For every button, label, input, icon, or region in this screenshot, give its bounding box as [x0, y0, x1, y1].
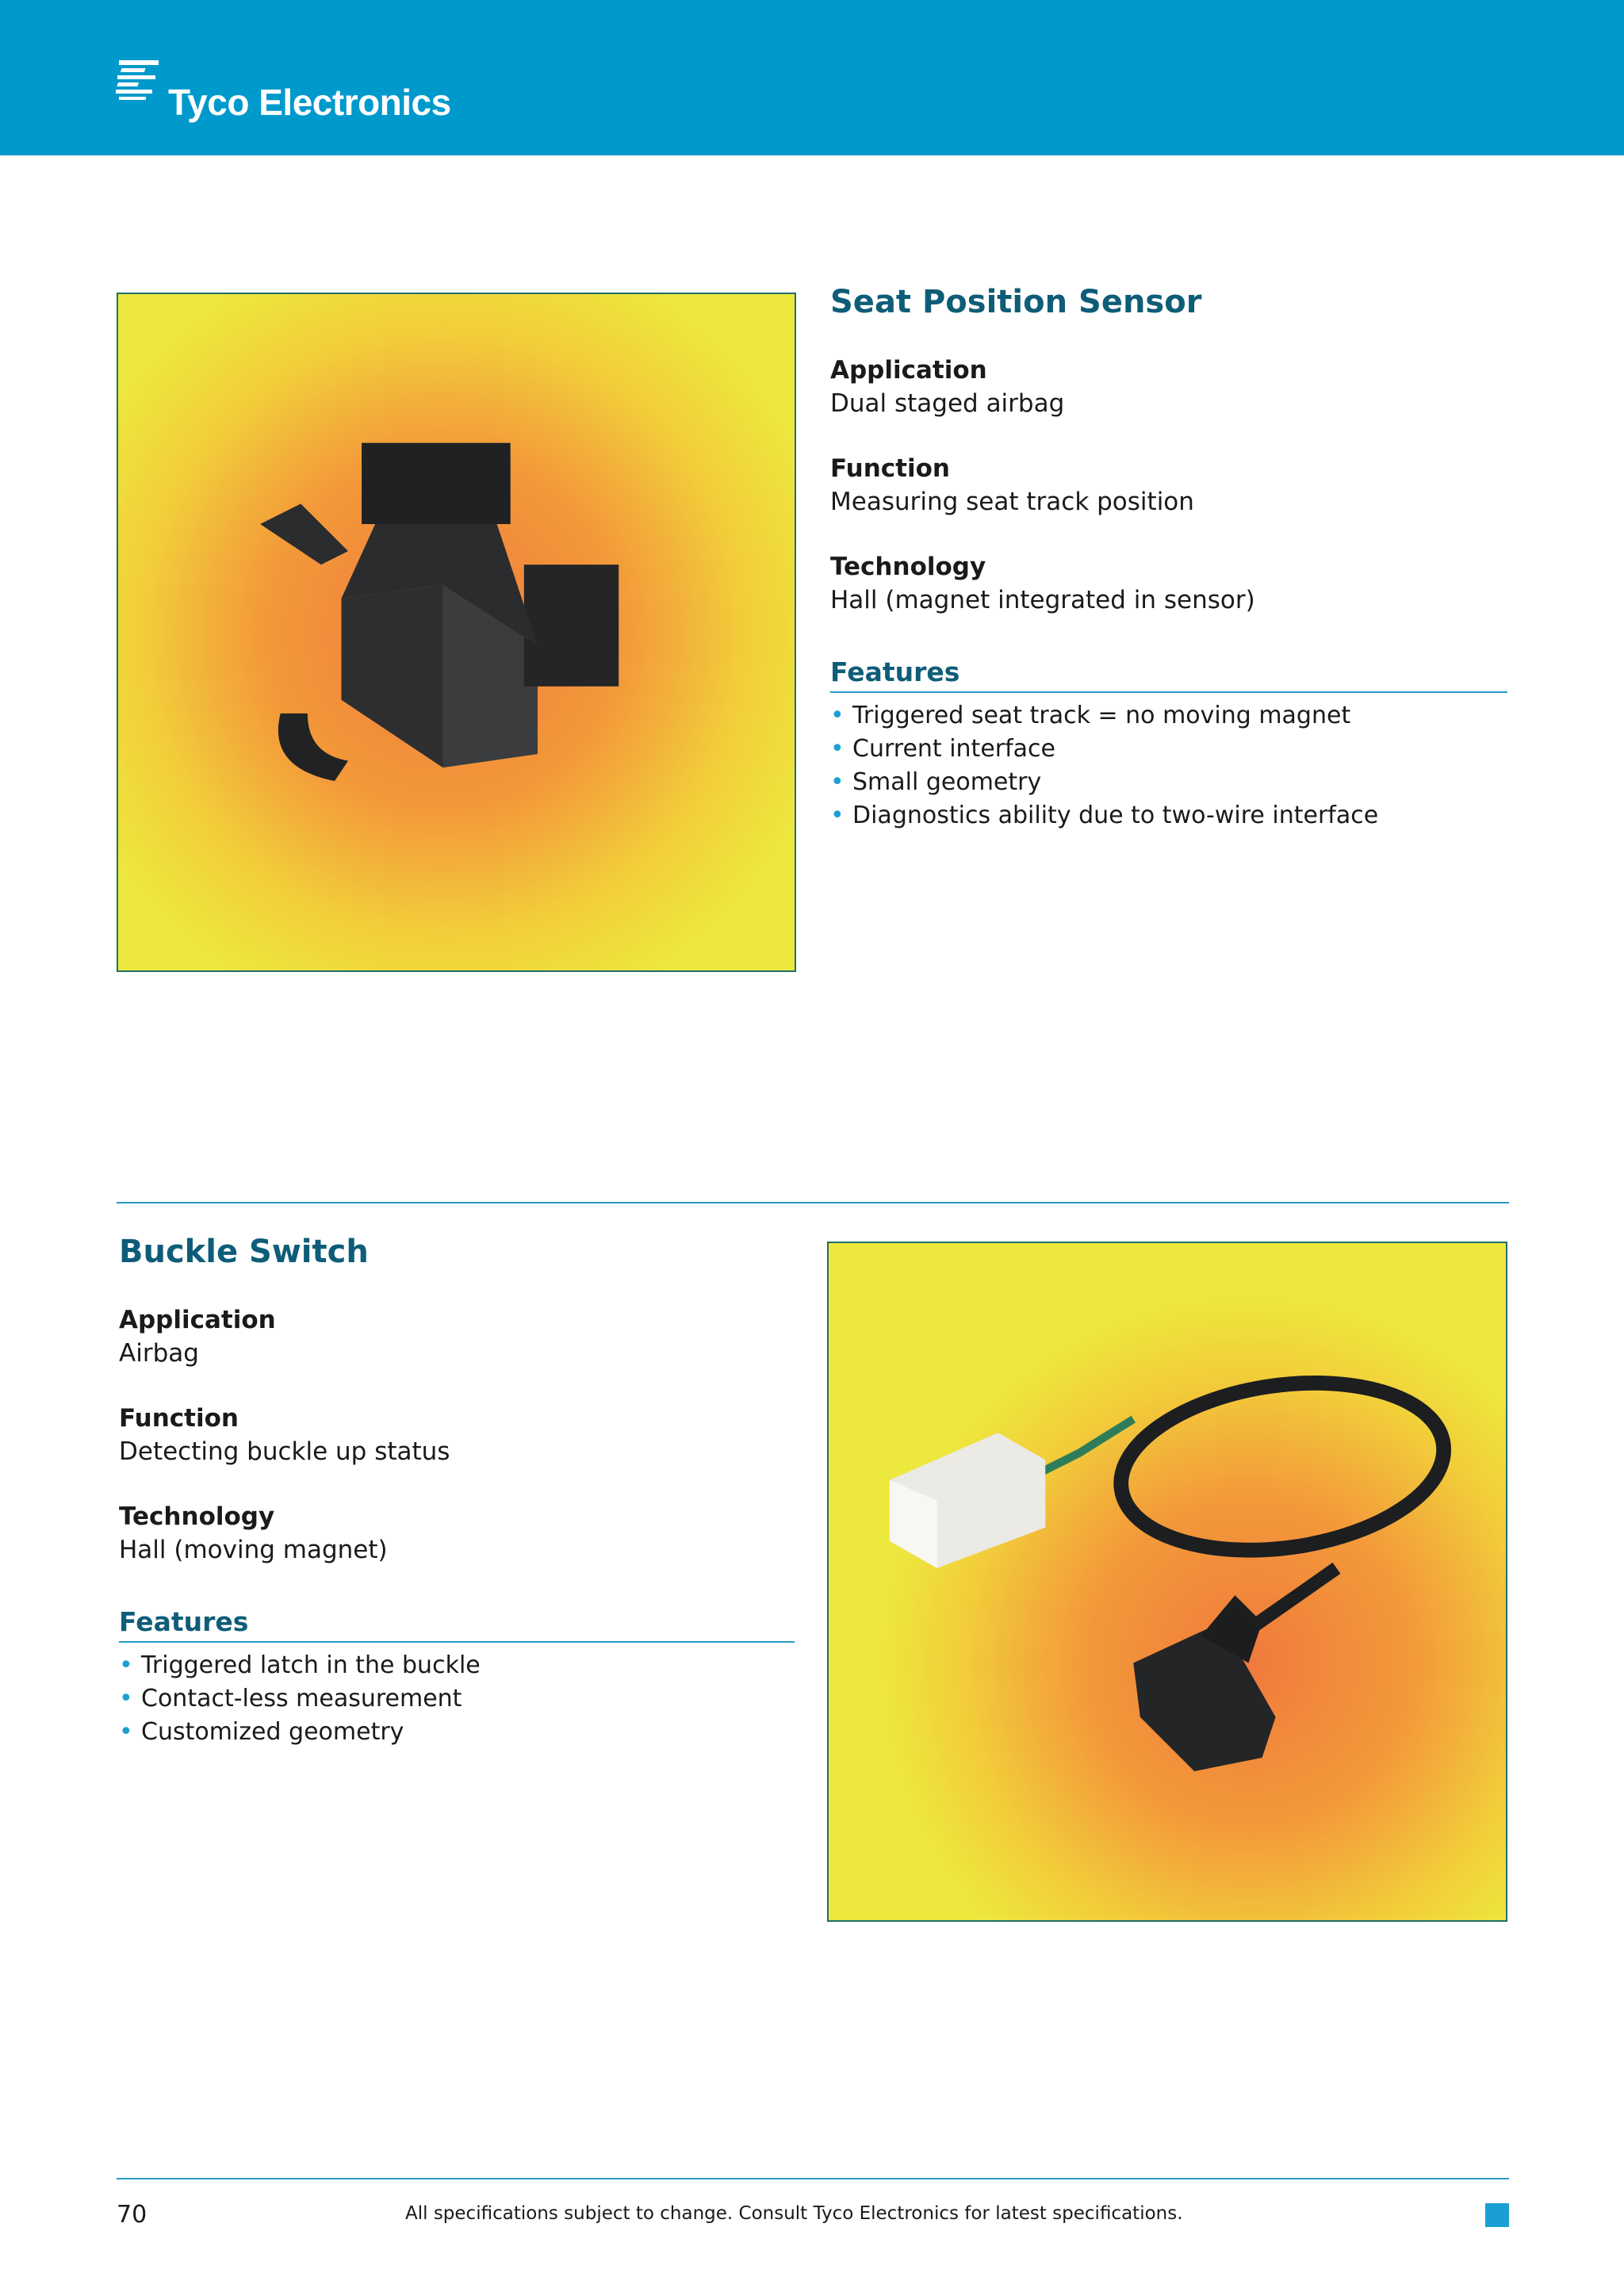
features-list: [119, 1649, 795, 1749]
bullet-icon: •: [119, 1718, 133, 1746]
tyco-logo-icon: [116, 59, 163, 106]
application-value: Airbag: [119, 1339, 199, 1368]
function-value: Detecting buckle up status: [119, 1437, 450, 1466]
list-item: [119, 1649, 795, 1682]
feature-text: Current interface: [852, 735, 1056, 763]
brand-name: Tyco Electronics: [168, 82, 451, 123]
bullet-icon: •: [119, 1685, 133, 1712]
feature-text: Contact-less measurement: [141, 1685, 462, 1712]
technology-label: Technology: [119, 1502, 275, 1531]
function-label: Function: [119, 1404, 239, 1433]
feature-text: Customized geometry: [141, 1718, 404, 1746]
features-heading: Features: [119, 1605, 795, 1643]
technology-label: Technology: [830, 553, 986, 581]
page-number: 70: [117, 2201, 147, 2229]
feature-text: Diagnostics ability due to two-wire interface: [852, 802, 1379, 829]
technology-value: Hall (moving magnet): [119, 1536, 388, 1564]
bullet-icon: •: [830, 802, 845, 829]
application-value: Dual staged airbag: [830, 389, 1065, 418]
feature-text: Triggered seat track = no moving magnet: [852, 702, 1351, 729]
function-value: Measuring seat track position: [830, 488, 1194, 516]
buckle-switch-info: [119, 1234, 795, 1749]
footer-note: All specifications subject to change. Consult Tyco Electronics for latest specifications.: [405, 2203, 1183, 2224]
technology-value: Hall (magnet integrated in sensor): [830, 586, 1255, 614]
features-list: [830, 699, 1507, 832]
application-label: Application: [830, 356, 987, 385]
section-title: Buckle Switch: [119, 1234, 369, 1270]
list-item: [119, 1682, 795, 1716]
function-label: Function: [830, 454, 950, 483]
feature-text: Small geometry: [852, 768, 1042, 796]
seat-position-sensor-photo: [117, 293, 796, 972]
list-item: [830, 733, 1507, 766]
list-item: [119, 1716, 795, 1749]
footer-square-icon: [1485, 2203, 1509, 2227]
bullet-icon: •: [830, 768, 845, 796]
footer-divider: [117, 2178, 1509, 2179]
features-heading: Features: [830, 655, 1507, 693]
header-bar: [0, 0, 1624, 155]
list-item: [830, 799, 1507, 832]
bullet-icon: •: [830, 735, 845, 763]
seat-position-sensor-info: [830, 284, 1507, 832]
section-divider: [117, 1202, 1509, 1203]
feature-text: Triggered latch in the buckle: [141, 1651, 481, 1679]
application-label: Application: [119, 1306, 276, 1334]
buckle-switch-photo: [827, 1242, 1507, 1922]
section-title: Seat Position Sensor: [830, 284, 1202, 320]
list-item: [830, 766, 1507, 799]
bullet-icon: •: [830, 702, 845, 729]
bullet-icon: •: [119, 1651, 133, 1679]
list-item: [830, 699, 1507, 733]
